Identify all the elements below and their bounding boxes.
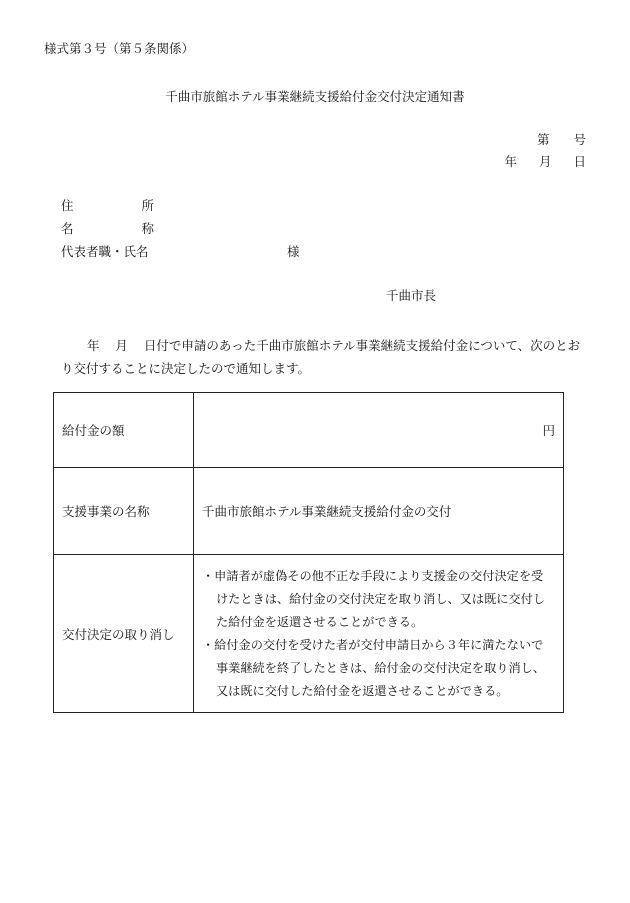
- honorific: 様: [287, 244, 300, 259]
- number-label: 第: [536, 132, 550, 147]
- form-number: 様式第３号（第５条関係）: [44, 41, 195, 56]
- issuer-name: 千曲市長: [386, 288, 437, 303]
- cancellation-conditions: [194, 555, 564, 713]
- body-year: 年: [87, 338, 100, 353]
- name-label-2: 称: [141, 221, 155, 236]
- table-row: [54, 468, 564, 555]
- table-row: [54, 393, 564, 468]
- document-title: 千曲市旅館ホテル事業継続支援給付金交付決定通知書: [165, 89, 465, 104]
- day-label: 日: [573, 154, 586, 169]
- month-label: 月: [538, 154, 552, 169]
- project-name-label: 支援事業の名称: [54, 468, 194, 555]
- body-month: 月: [115, 338, 128, 353]
- name-label-1: 名: [61, 221, 74, 236]
- address-label: [61, 200, 154, 213]
- cancellation-label: 交付決定の取り消し: [54, 555, 194, 713]
- amount-value: 円: [194, 393, 564, 468]
- decision-table: [53, 392, 564, 713]
- project-name-value: 千曲市旅館ホテル事業継続支援給付金の交付: [194, 468, 564, 555]
- document-date: [504, 156, 586, 169]
- number-suffix: 号: [573, 132, 586, 147]
- amount-label: 給付金の額: [54, 393, 194, 468]
- notice-body: [61, 334, 581, 380]
- address-label-2: 所: [141, 198, 155, 213]
- list-item: ・給付金の交付を受けた者が交付申請日から３年に満たないで事業継続を終了したときは、給付金の交付決定を取り消し、又は既に交付した給付金を返還させることができる。: [202, 637, 546, 698]
- document-number: [537, 134, 586, 147]
- address-label-1: 住: [61, 198, 74, 213]
- year-label: 年: [504, 154, 517, 169]
- list-item: ・申請者が虚偽その他不正な手段により支援金の交付決定を受けたときは、給付金の交付決定を取り消し、又は既に交付した給付金を返還させることができる。: [202, 568, 546, 629]
- name-label: [61, 223, 154, 236]
- representative-label: 代表者職・氏名: [61, 244, 149, 259]
- body-text: 日付で申請のあった千曲市旅館ホテル事業継続支援給付金について、次のとおり交付することに決定したので通知します。: [61, 338, 581, 376]
- table-row: [54, 555, 564, 713]
